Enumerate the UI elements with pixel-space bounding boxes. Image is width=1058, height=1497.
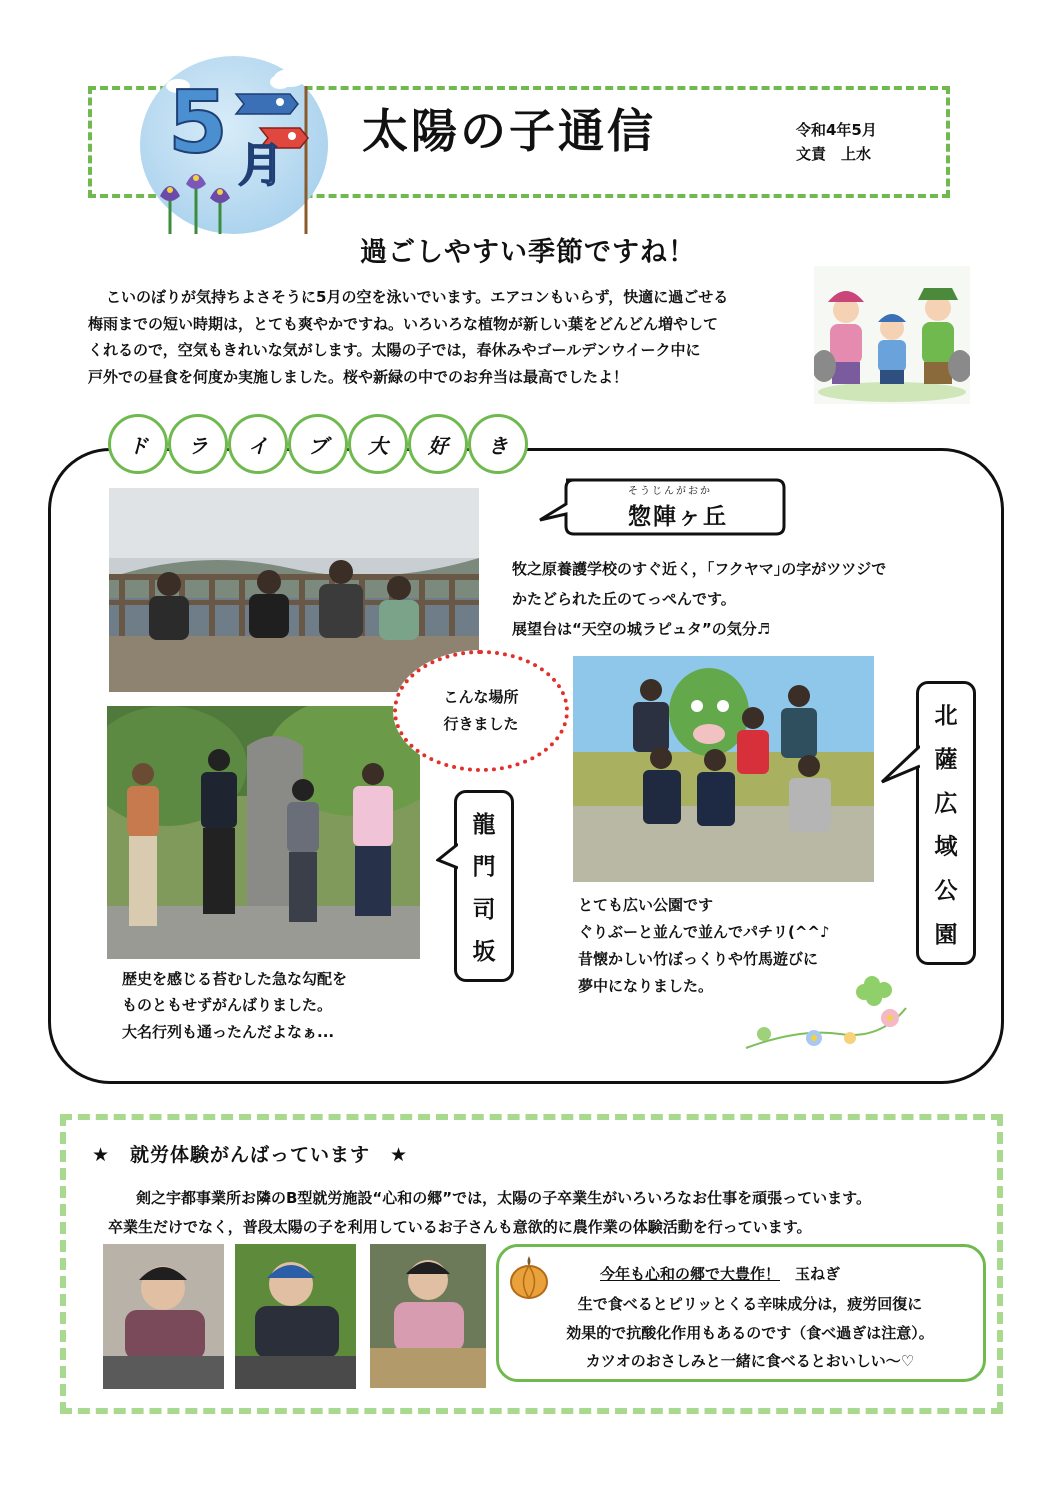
label-char: 北 — [934, 703, 958, 730]
intro-heading: 過ごしやすい季節ですね！ — [360, 237, 696, 268]
title-tag: ラ — [168, 414, 228, 474]
onion-line: 効果的で抗酸化作用もあるのです（食べ過ぎは注意）。 — [566, 1323, 934, 1342]
work-line: 卒業生だけでなく，普段太陽の子を利用しているお子さんも意欲的に農作業の体験活動を行っています。 — [108, 1217, 812, 1236]
label-char: 坂 — [472, 939, 496, 966]
sojin-furigana: そうじんがおか — [628, 486, 712, 497]
month-kanji: 月 — [238, 138, 284, 192]
work-photo-1 — [103, 1244, 224, 1389]
label-char: 龍 — [472, 811, 496, 838]
work-line: 剣之宇都事業所お隣のB型就労施設“心和の郷”では，太陽の子卒業生がいろいろなお仕事を頑張っています。 — [136, 1189, 871, 1207]
work-heading: ★ 就労体験がんばっています ★ — [92, 1144, 409, 1166]
sojin-description — [512, 554, 942, 644]
label-char: 公 — [934, 877, 958, 904]
sojin-photo — [109, 488, 479, 692]
park-photo — [573, 656, 874, 882]
sojin-name: 惣陣ヶ丘 — [628, 504, 728, 530]
issue-date: 令和4年5月 — [796, 121, 877, 139]
intro-paragraph — [88, 284, 808, 391]
iris-flowers — [160, 174, 230, 234]
onion-title-main: 今年も心和の郷で大豊作！ — [600, 1265, 781, 1283]
sojin-line: かたどられた丘のてっぺんです。 — [512, 590, 736, 608]
label-char: 域 — [934, 834, 958, 861]
work-paragraph — [108, 1184, 988, 1241]
tatsumon-line: 大名行列も通ったんだよなぁ... — [122, 1022, 335, 1041]
month-number: 5 — [168, 73, 228, 173]
onion-title — [600, 1263, 840, 1284]
tatsumon-line: 歴史を感じる苔むした急な勾配を — [122, 970, 348, 988]
title-tag: き — [468, 414, 528, 474]
bubble-line: 行きました — [443, 715, 519, 733]
label-char: 広 — [934, 790, 958, 817]
hokusatsu-label — [916, 681, 976, 965]
intro-line: くれるので，空気もきれいな気がします。太陽の子では，春休みやゴールデンウイーク中に — [88, 341, 701, 360]
flower-vine-illustration — [740, 968, 910, 1060]
issue-info — [796, 118, 877, 166]
onion-line: カツオのおさしみと一緒に食べるとおいしい～♡ — [585, 1352, 915, 1370]
intro-line: 戸外での昼食を何度か実施しました。桜や新緑の中でのお弁当は最高でしたよ！ — [88, 368, 629, 387]
title-tag: ブ — [288, 414, 348, 474]
tatsumon-photo — [107, 706, 420, 959]
title-tag: 大 — [348, 414, 408, 474]
park-line: とても広い公園です — [578, 896, 714, 914]
label-char: 門 — [472, 854, 496, 881]
park-line: ぐりぶーと並んで並んでパチリ(^^♪ — [578, 923, 830, 941]
intro-line: 梅雨までの短い時期は，とても爽やかですね。いろいろな植物が新しい葉をどんどん増やして — [88, 314, 719, 333]
tatsumon-label-pointer — [436, 842, 458, 872]
picnic-illustration — [814, 266, 970, 404]
sojin-line: 展望台は“天空の城ラピュタ”の気分♬ — [512, 620, 771, 638]
hokusatsu-label-pointer — [880, 744, 920, 788]
label-char: 薩 — [934, 746, 958, 773]
bubble-line: こんな場所 — [443, 688, 519, 706]
issue-author: 文責 上水 — [796, 145, 872, 163]
title-tag: ド — [108, 414, 168, 474]
park-line: 夢中になりました。 — [578, 977, 714, 995]
work-photo-3 — [370, 1244, 486, 1388]
title-tag: イ — [228, 414, 288, 474]
onion-description — [522, 1290, 978, 1376]
tatsumon-line: ものともせずがんばりました。 — [122, 996, 333, 1015]
sojin-line: 牧之原養護学校のすぐ近く，｢フクヤマ｣の字がツツジで — [512, 560, 887, 578]
label-char: 司 — [472, 896, 496, 923]
onion-title-sub: 玉ねぎ — [780, 1265, 841, 1283]
title-tag: 好 — [408, 414, 468, 474]
tatsumon-label — [454, 790, 514, 982]
park-line: 昔懐かしい竹ぼっくりや竹馬遊びに — [578, 950, 819, 968]
newsletter-title: 太陽の子通信 — [362, 104, 656, 158]
onion-line: 生で食べるとピリッとくる辛味成分は，疲労回復に — [577, 1295, 923, 1313]
label-char: 園 — [934, 921, 958, 948]
work-photo-2 — [235, 1244, 356, 1389]
intro-line: こいのぼりが気持ちよさそうに5月の空を泳いでいます。エアコンもいらず，快適に過ごせる — [106, 288, 729, 306]
tatsumon-description — [122, 966, 347, 1045]
place-bubble — [393, 650, 569, 772]
